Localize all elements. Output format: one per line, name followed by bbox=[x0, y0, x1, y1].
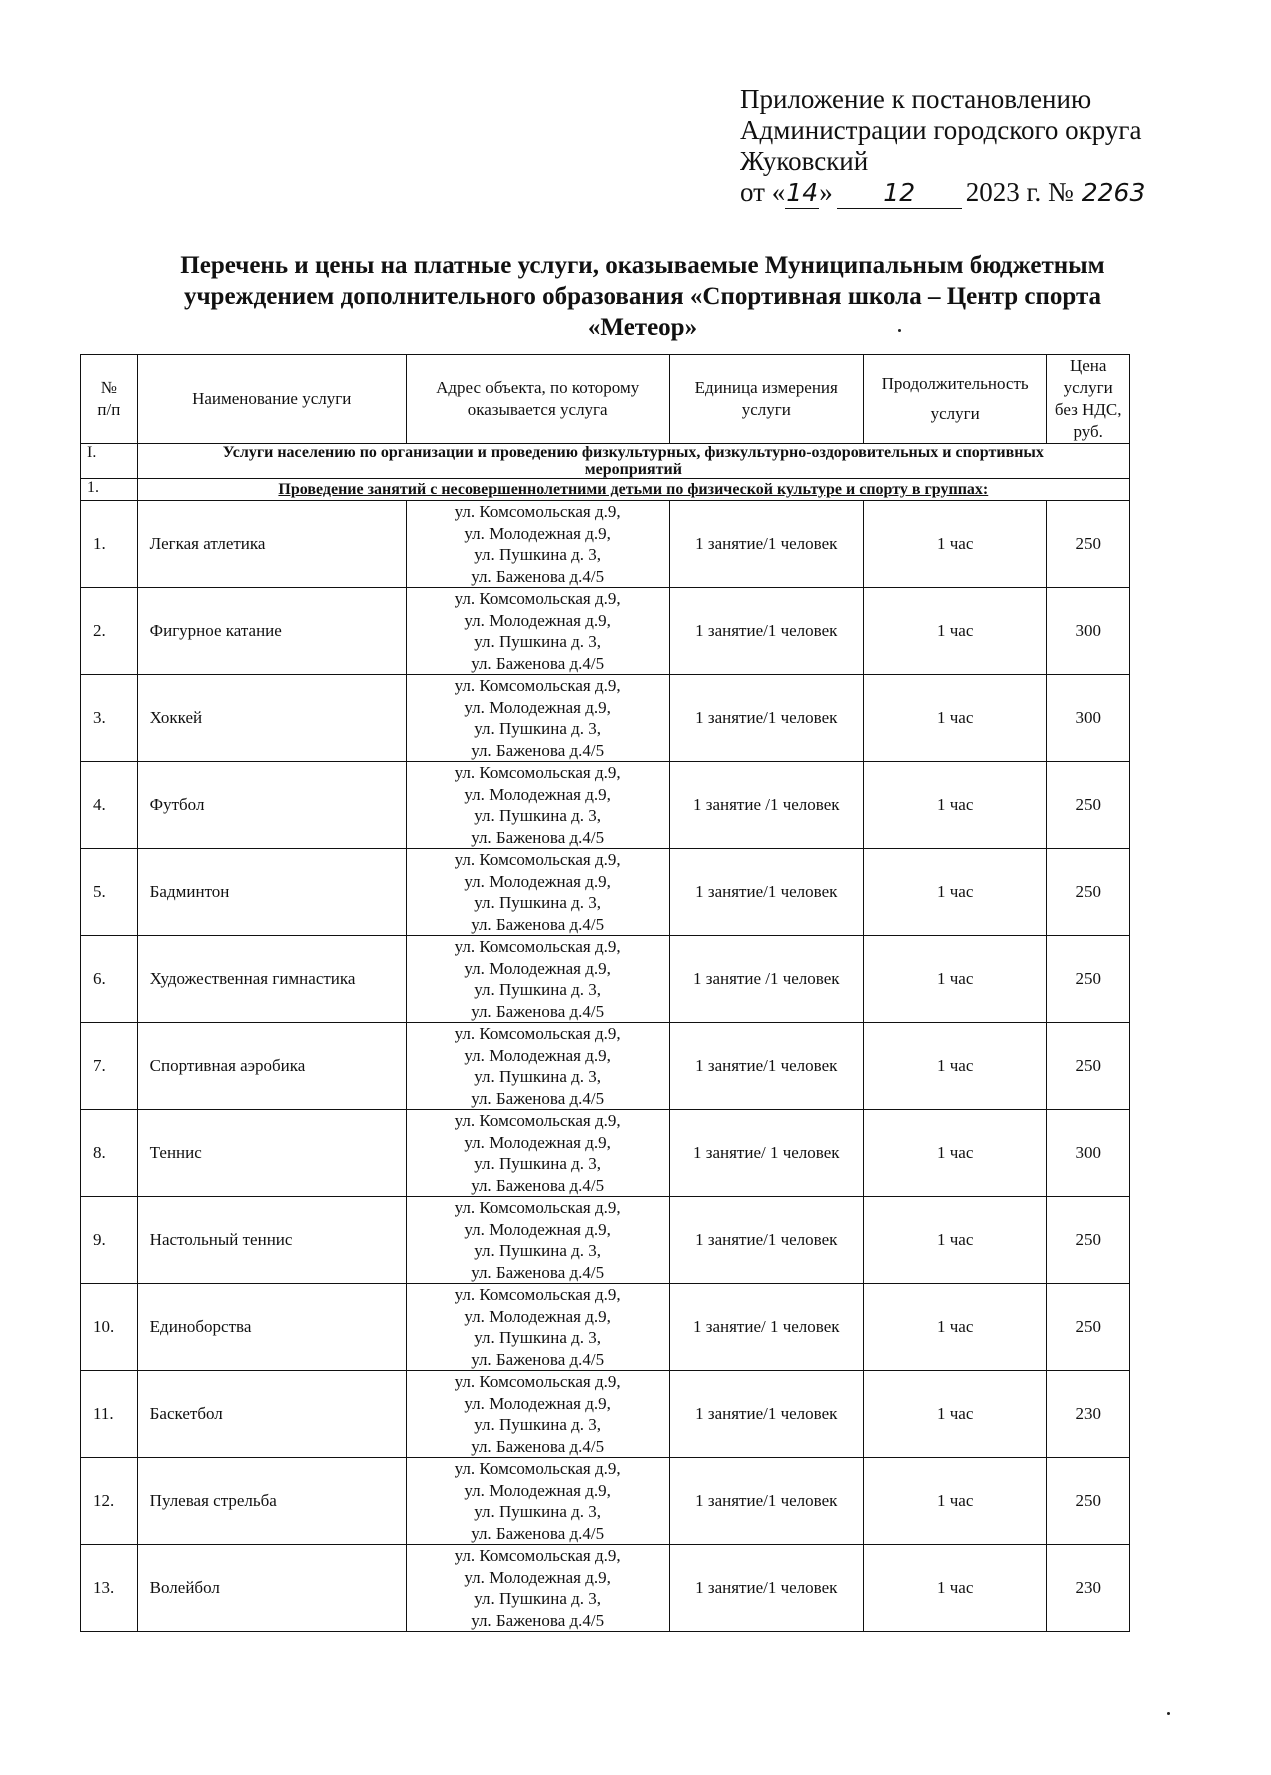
subsection-title: Проведение занятий с несовершеннолетними детьми по физической культуре и спорту в группах: bbox=[137, 479, 1129, 501]
table-row bbox=[81, 1371, 1130, 1458]
row-service-name: Волейбол bbox=[137, 1545, 406, 1632]
address-line: ул. Пушкина д. 3, bbox=[474, 980, 602, 999]
row-address bbox=[406, 762, 669, 849]
row-number: 5. bbox=[81, 849, 138, 936]
address-line: ул. Молодежная д.9, bbox=[464, 784, 611, 804]
row-number: 9. bbox=[81, 1197, 138, 1284]
address-line: ул. Баженова д.4/5 bbox=[471, 914, 605, 934]
address-line: ул. Баженова д.4/5 bbox=[471, 1262, 605, 1282]
row-price: 250 bbox=[1047, 762, 1130, 849]
row-duration: 1 час bbox=[863, 1371, 1046, 1458]
address-line: ул. Пушкина д. 3, bbox=[474, 632, 602, 651]
row-duration: 1 час bbox=[863, 936, 1046, 1023]
row-duration: 1 час bbox=[863, 1023, 1046, 1110]
row-address bbox=[406, 1197, 669, 1284]
row-address bbox=[406, 1110, 669, 1197]
row-duration: 1 час bbox=[863, 1197, 1046, 1284]
row-service-name: Легкая атлетика bbox=[137, 501, 406, 588]
table-header-row bbox=[81, 355, 1130, 444]
subsection-row bbox=[81, 479, 1130, 501]
address-line: ул. Комсомольская д.9, bbox=[454, 763, 621, 782]
row-service-name: Баскетбол bbox=[137, 1371, 406, 1458]
address-line: ул. Пушкина д. 3, bbox=[474, 1415, 602, 1434]
appendix-header bbox=[740, 84, 1145, 209]
col-header-duration-line-1: Продолжительность bbox=[881, 374, 1029, 393]
row-address bbox=[406, 501, 669, 588]
row-duration: 1 час bbox=[863, 762, 1046, 849]
section-title bbox=[137, 444, 1129, 479]
col-header-duration bbox=[863, 355, 1046, 444]
row-duration: 1 час bbox=[863, 849, 1046, 936]
section-title-line-1: Услуги населению по организации и проведению физкультурных, физкультурно-оздоровительных и спортивных bbox=[222, 444, 1044, 461]
address-line: ул. Пушкина д. 3, bbox=[474, 1241, 602, 1260]
col-header-unit-line-1: Единица измерения bbox=[694, 378, 838, 397]
col-header-price bbox=[1047, 355, 1130, 444]
address-line: ул. Комсомольская д.9, bbox=[454, 1372, 621, 1391]
row-price: 250 bbox=[1047, 1284, 1130, 1371]
row-duration: 1 час bbox=[863, 675, 1046, 762]
address-line: ул. Молодежная д.9, bbox=[464, 1045, 611, 1065]
header-line-3: Жуковский bbox=[740, 146, 869, 176]
address-line: ул. Молодежная д.9, bbox=[464, 1393, 611, 1413]
table-row bbox=[81, 675, 1130, 762]
table-row bbox=[81, 849, 1130, 936]
row-duration: 1 час bbox=[863, 1545, 1046, 1632]
address-line: ул. Баженова д.4/5 bbox=[471, 566, 605, 586]
section-title-line-2: мероприятий bbox=[584, 461, 682, 478]
row-price: 250 bbox=[1047, 1458, 1130, 1545]
row-unit: 1 занятие/1 человек bbox=[669, 1458, 863, 1545]
address-line: ул. Молодежная д.9, bbox=[464, 1480, 611, 1500]
address-line: ул. Комсомольская д.9, bbox=[454, 502, 621, 521]
address-line: ул. Баженова д.4/5 bbox=[471, 740, 605, 760]
row-unit: 1 занятие /1 человек bbox=[669, 762, 863, 849]
row-address bbox=[406, 1371, 669, 1458]
table-row bbox=[81, 1023, 1130, 1110]
address-line: ул. Молодежная д.9, bbox=[464, 1132, 611, 1152]
col-header-price-line-4: руб. bbox=[1073, 422, 1103, 441]
address-line: ул. Молодежная д.9, bbox=[464, 610, 611, 630]
scan-speck bbox=[1167, 1712, 1170, 1715]
table-row bbox=[81, 1545, 1130, 1632]
address-line: ул. Комсомольская д.9, bbox=[454, 676, 621, 695]
address-line: ул. Комсомольская д.9, bbox=[454, 1198, 621, 1217]
section-number: I. bbox=[81, 444, 138, 479]
row-duration: 1 час bbox=[863, 1458, 1046, 1545]
row-number: 10. bbox=[81, 1284, 138, 1371]
col-header-number bbox=[81, 355, 138, 444]
row-duration: 1 час bbox=[863, 588, 1046, 675]
col-header-unit bbox=[669, 355, 863, 444]
row-number: 8. bbox=[81, 1110, 138, 1197]
row-price: 250 bbox=[1047, 1197, 1130, 1284]
col-header-number-line-1: № bbox=[100, 378, 117, 397]
address-line: ул. Баженова д.4/5 bbox=[471, 1175, 605, 1195]
address-line: ул. Пушкина д. 3, bbox=[474, 1067, 602, 1086]
row-unit: 1 занятие/1 человек bbox=[669, 501, 863, 588]
address-line: ул. Молодежная д.9, bbox=[464, 871, 611, 891]
date-year: 2023 г. № bbox=[965, 177, 1074, 207]
row-price: 250 bbox=[1047, 849, 1130, 936]
address-line: ул. Пушкина д. 3, bbox=[474, 1502, 602, 1521]
row-address bbox=[406, 936, 669, 1023]
row-number: 1. bbox=[81, 501, 138, 588]
address-line: ул. Пушкина д. 3, bbox=[474, 806, 602, 825]
row-address bbox=[406, 1023, 669, 1110]
date-prefix: от « bbox=[740, 177, 786, 207]
address-line: ул. Молодежная д.9, bbox=[464, 1306, 611, 1326]
row-unit: 1 занятие/1 человек bbox=[669, 1545, 863, 1632]
col-header-name: Наименование услуги bbox=[137, 355, 406, 444]
col-header-price-line-2: услуги bbox=[1063, 378, 1113, 397]
row-unit: 1 занятие /1 человек bbox=[669, 936, 863, 1023]
row-price: 300 bbox=[1047, 588, 1130, 675]
table-row bbox=[81, 762, 1130, 849]
row-number: 13. bbox=[81, 1545, 138, 1632]
address-line: ул. Молодежная д.9, bbox=[464, 697, 611, 717]
address-line: ул. Комсомольская д.9, bbox=[454, 1285, 621, 1304]
row-service-name: Футбол bbox=[137, 762, 406, 849]
col-header-address-line-2: оказывается услуга bbox=[467, 400, 608, 419]
row-unit: 1 занятие/1 человек bbox=[669, 588, 863, 675]
document-number: 2263 bbox=[1081, 178, 1146, 207]
table-row bbox=[81, 588, 1130, 675]
header-line-2: Администрации городского округа bbox=[740, 115, 1142, 145]
section-row bbox=[81, 444, 1130, 479]
address-line: ул. Комсомольская д.9, bbox=[454, 937, 621, 956]
row-unit: 1 занятие/1 человек bbox=[669, 675, 863, 762]
row-unit: 1 занятие/1 человек bbox=[669, 1023, 863, 1110]
table-row bbox=[81, 1110, 1130, 1197]
row-number: 11. bbox=[81, 1371, 138, 1458]
date-month: 12 bbox=[837, 177, 962, 209]
address-line: ул. Комсомольская д.9, bbox=[454, 1546, 621, 1565]
row-number: 7. bbox=[81, 1023, 138, 1110]
col-header-unit-line-2: услуги bbox=[741, 400, 791, 419]
row-service-name: Теннис bbox=[137, 1110, 406, 1197]
col-header-address bbox=[406, 355, 669, 444]
row-unit: 1 занятие/1 человек bbox=[669, 1371, 863, 1458]
row-unit: 1 занятие/1 человек bbox=[669, 1197, 863, 1284]
table-row bbox=[81, 1197, 1130, 1284]
row-duration: 1 час bbox=[863, 1284, 1046, 1371]
row-duration: 1 час bbox=[863, 1110, 1046, 1197]
date-day-suffix: » bbox=[819, 177, 833, 207]
address-line: ул. Пушкина д. 3, bbox=[474, 545, 602, 564]
row-duration: 1 час bbox=[863, 501, 1046, 588]
row-address bbox=[406, 588, 669, 675]
title-line-2: учреждением дополнительного образования «Спортивная школа – Центр спорта bbox=[183, 283, 1102, 310]
title-line-3: «Метеор» bbox=[587, 314, 698, 341]
row-number: 4. bbox=[81, 762, 138, 849]
address-line: ул. Пушкина д. 3, bbox=[474, 719, 602, 738]
subsection-number: 1. bbox=[81, 479, 138, 501]
table-row bbox=[81, 936, 1130, 1023]
row-unit: 1 занятие/1 человек bbox=[669, 849, 863, 936]
address-line: ул. Пушкина д. 3, bbox=[474, 1328, 602, 1347]
row-price: 250 bbox=[1047, 501, 1130, 588]
address-line: ул. Баженова д.4/5 bbox=[471, 1001, 605, 1021]
row-service-name: Пулевая стрельба bbox=[137, 1458, 406, 1545]
row-address bbox=[406, 675, 669, 762]
header-date-line bbox=[740, 177, 1145, 209]
row-service-name: Художественная гимнастика bbox=[137, 936, 406, 1023]
address-line: ул. Пушкина д. 3, bbox=[474, 1589, 602, 1608]
address-line: ул. Комсомольская д.9, bbox=[454, 589, 621, 608]
col-header-price-line-1: Цена bbox=[1069, 356, 1107, 375]
row-service-name: Единоборства bbox=[137, 1284, 406, 1371]
row-address bbox=[406, 1458, 669, 1545]
date-day: 14 bbox=[786, 178, 819, 207]
col-header-number-line-2: п/п bbox=[97, 400, 121, 419]
services-price-table bbox=[80, 354, 1130, 1632]
header-line-1: Приложение к постановлению bbox=[740, 84, 1092, 114]
row-service-name: Спортивная аэробика bbox=[137, 1023, 406, 1110]
row-address bbox=[406, 1284, 669, 1371]
row-price: 230 bbox=[1047, 1545, 1130, 1632]
address-line: ул. Молодежная д.9, bbox=[464, 523, 611, 543]
table-row bbox=[81, 1458, 1130, 1545]
table-row bbox=[81, 1284, 1130, 1371]
address-line: ул. Пушкина д. 3, bbox=[474, 893, 602, 912]
address-line: ул. Молодежная д.9, bbox=[464, 958, 611, 978]
address-line: ул. Комсомольская д.9, bbox=[454, 850, 621, 869]
address-line: ул. Баженова д.4/5 bbox=[471, 1436, 605, 1456]
address-line: ул. Молодежная д.9, bbox=[464, 1567, 611, 1587]
row-unit: 1 занятие/ 1 человек bbox=[669, 1110, 863, 1197]
address-line: ул. Комсомольская д.9, bbox=[454, 1459, 621, 1478]
row-address bbox=[406, 1545, 669, 1632]
row-number: 3. bbox=[81, 675, 138, 762]
address-line: ул. Баженова д.4/5 bbox=[471, 1610, 605, 1630]
row-unit: 1 занятие/ 1 человек bbox=[669, 1284, 863, 1371]
row-price: 250 bbox=[1047, 1023, 1130, 1110]
row-service-name: Настольный теннис bbox=[137, 1197, 406, 1284]
row-price: 300 bbox=[1047, 1110, 1130, 1197]
row-service-name: Хоккей bbox=[137, 675, 406, 762]
row-number: 2. bbox=[81, 588, 138, 675]
document-title bbox=[80, 250, 1205, 343]
address-line: ул. Комсомольская д.9, bbox=[454, 1024, 621, 1043]
col-header-address-line-1: Адрес объекта, по которому bbox=[436, 378, 640, 397]
col-header-price-line-3: без НДС, bbox=[1054, 400, 1122, 419]
address-line: ул. Баженова д.4/5 bbox=[471, 1349, 605, 1369]
address-line: ул. Молодежная д.9, bbox=[464, 1219, 611, 1239]
row-price: 250 bbox=[1047, 936, 1130, 1023]
row-service-name: Фигурное катание bbox=[137, 588, 406, 675]
address-line: ул. Баженова д.4/5 bbox=[471, 1523, 605, 1543]
col-header-duration-line-2: услуги bbox=[930, 404, 980, 423]
row-price: 300 bbox=[1047, 675, 1130, 762]
address-line: ул. Комсомольская д.9, bbox=[454, 1111, 621, 1130]
row-price: 230 bbox=[1047, 1371, 1130, 1458]
title-line-1: Перечень и цены на платные услуги, оказываемые Муниципальным бюджетным bbox=[180, 252, 1105, 279]
scan-speck bbox=[898, 329, 901, 332]
address-line: ул. Пушкина д. 3, bbox=[474, 1154, 602, 1173]
row-service-name: Бадминтон bbox=[137, 849, 406, 936]
row-number: 12. bbox=[81, 1458, 138, 1545]
address-line: ул. Баженова д.4/5 bbox=[471, 827, 605, 847]
address-line: ул. Баженова д.4/5 bbox=[471, 653, 605, 673]
address-line: ул. Баженова д.4/5 bbox=[471, 1088, 605, 1108]
row-address bbox=[406, 849, 669, 936]
row-number: 6. bbox=[81, 936, 138, 1023]
table-row bbox=[81, 501, 1130, 588]
